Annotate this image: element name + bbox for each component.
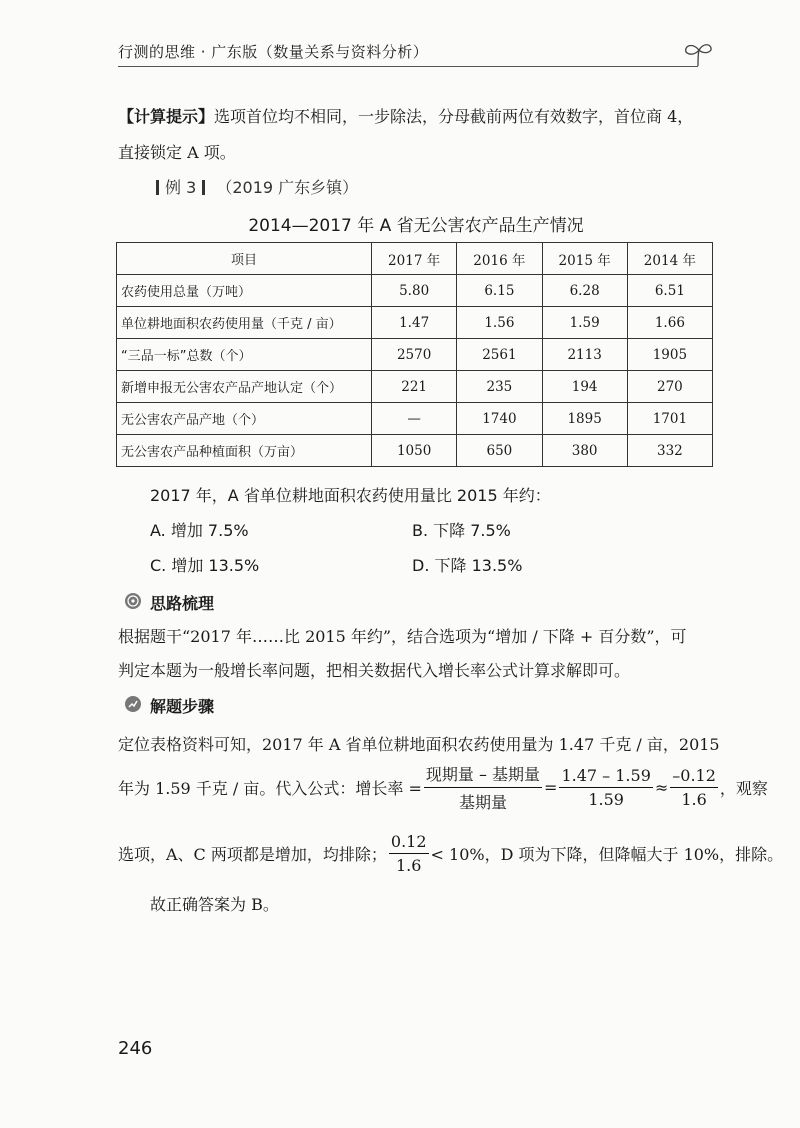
table-cell: 1701: [627, 403, 712, 435]
steps-icon: [124, 695, 142, 713]
table-cell: 1895: [542, 403, 627, 435]
example-heading: [150, 175, 358, 198]
thinking-line-2: 判定本题为一般增长率问题，把相关数据代入增长率公式计算求解即可。: [118, 661, 631, 680]
compass-icon: [124, 592, 142, 610]
example-source: （2019 广东乡镇）: [216, 178, 359, 197]
thinking-title: 思路梳理: [150, 594, 215, 613]
approx-sign: ≈: [654, 777, 669, 797]
growth-formula-fraction: [424, 762, 542, 813]
table-row: [117, 339, 713, 371]
solution-title: 解题步骤: [150, 697, 215, 716]
table-cell: 5.80: [372, 275, 457, 307]
calc-tip-cont: 直接锁定 A 项。: [118, 143, 236, 162]
thinking-heading: [150, 591, 214, 614]
option-c: C. 增加 13.5%: [150, 556, 260, 575]
table-header-cell: 2017 年: [372, 243, 457, 275]
table-cell: 1.59: [542, 307, 627, 339]
table-header-row: [117, 243, 713, 275]
table-cell: 6.51: [627, 275, 712, 307]
solution-line-2-post: ，观察: [719, 778, 768, 798]
table-cell: 1905: [627, 339, 712, 371]
solution-line-1: 定位表格资料可知，2017 年 A 省单位耕地面积农药使用量为 1.47 千克 / 亩，2015: [118, 735, 720, 754]
table-cell: 1050: [372, 435, 457, 467]
table-cell: 235: [457, 371, 542, 403]
table-cell: 无公害农产品种植面积（万亩）: [117, 435, 372, 467]
data-table: [116, 242, 713, 467]
header-rule: [118, 66, 698, 67]
table-row: [117, 371, 713, 403]
table-cell: 2113: [542, 339, 627, 371]
sprout-icon: [678, 36, 718, 76]
solution-line-2-pre: 年为 1.59 千克 / 亩。代入公式：增长率 =: [118, 778, 422, 798]
calc-tip: [118, 104, 718, 127]
solution-line-3-post: < 10%，D 项为下降，但降幅大于 10%，排除。: [430, 844, 784, 864]
table-row: [117, 403, 713, 435]
table-cell: 270: [627, 371, 712, 403]
calc-tip-label: 【计算提示】: [118, 107, 215, 126]
page-number: 246: [118, 1038, 153, 1059]
table-cell: 221: [372, 371, 457, 403]
substitution-fraction: [559, 766, 652, 809]
table-cell: 380: [542, 435, 627, 467]
table-cell: 无公害农产品产地（个）: [117, 403, 372, 435]
table-cell: —: [372, 403, 457, 435]
approx-fraction: [670, 766, 718, 809]
fraction-numerator: 现期量 – 基期量: [424, 762, 542, 788]
ratio-fraction: [389, 832, 429, 875]
solution-heading: [150, 694, 214, 717]
table-cell: 332: [627, 435, 712, 467]
fraction-denominator: 1.6: [681, 789, 707, 809]
table-header-cell: 2015 年: [542, 243, 627, 275]
table-row: [117, 307, 713, 339]
option-b: B. 下降 7.5%: [412, 521, 511, 540]
running-header: [118, 36, 718, 76]
calc-tip-text: 选项首位均不相同，一步除法，分母截前两位有效数字，首位商 4，: [214, 107, 694, 126]
thinking-line-1: 根据题干“2017 年……比 2015 年约”，结合选项为“增加 / 下降 + 百分数”，可: [118, 627, 687, 646]
example-label: 例 3: [165, 178, 197, 197]
solution-line-3-pre: 选项，A、C 两项都是增加，均排除；: [118, 844, 387, 864]
fraction-numerator: 0.12: [389, 832, 429, 854]
solution-line-3: [118, 830, 784, 876]
example-bar-right: [202, 180, 205, 195]
table-row: [117, 275, 713, 307]
question-stem: 2017 年，A 省单位耕地面积农药使用量比 2015 年约：: [150, 486, 551, 505]
table-cell: 单位耕地面积农药使用量（千克 / 亩）: [117, 307, 372, 339]
final-answer: 故正确答案为 B。: [150, 895, 279, 914]
fraction-denominator: 基期量: [458, 792, 507, 812]
table-cell: 2561: [457, 339, 542, 371]
table-header-cell: 2016 年: [457, 243, 542, 275]
fraction-numerator: –0.12: [670, 766, 718, 788]
table-row: [117, 435, 713, 467]
option-a: A. 增加 7.5%: [150, 521, 249, 540]
table-cell: 1.47: [372, 307, 457, 339]
table-cell: 2570: [372, 339, 457, 371]
fraction-denominator: 1.6: [395, 855, 422, 875]
table-cell: 1.66: [627, 307, 712, 339]
table-cell: “三品一标”总数（个）: [117, 339, 372, 371]
option-d: D. 下降 13.5%: [412, 556, 523, 575]
solution-line-2: [118, 764, 768, 812]
table-cell: 1740: [457, 403, 542, 435]
table-cell: 新增申报无公害农产品产地认定（个）: [117, 371, 372, 403]
fraction-numerator: 1.47 – 1.59: [559, 766, 652, 788]
table-header-cell: 项目: [117, 243, 372, 275]
example-bar-left: [156, 180, 159, 195]
table-cell: 农药使用总量（万吨）: [117, 275, 372, 307]
book-title: 行测的思维 · 广东版（数量关系与资料分析）: [118, 43, 429, 61]
table-caption: 2014—2017 年 A 省无公害农产品生产情况: [248, 216, 584, 236]
fraction-denominator: 1.59: [588, 789, 624, 809]
equals-sign: =: [544, 777, 558, 797]
table-cell: 1.56: [457, 307, 542, 339]
table-cell: 6.28: [542, 275, 627, 307]
table-cell: 6.15: [457, 275, 542, 307]
table-header-cell: 2014 年: [627, 243, 712, 275]
table-cell: 194: [542, 371, 627, 403]
table-cell: 650: [457, 435, 542, 467]
